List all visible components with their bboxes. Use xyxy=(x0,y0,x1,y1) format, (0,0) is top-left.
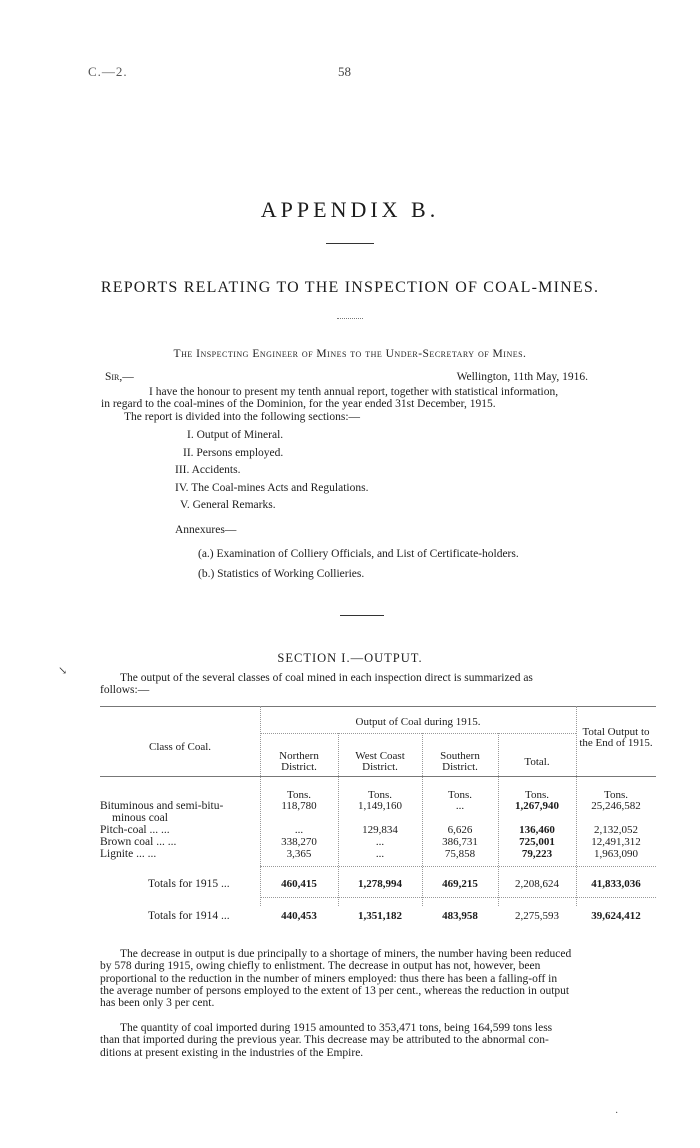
list-item: II. Persons employed. xyxy=(183,446,284,459)
divider-rule xyxy=(326,243,374,244)
import-paragraph xyxy=(100,1022,656,1059)
cell-total: 2,208,624 xyxy=(515,878,559,890)
letter-paragraph-1-line-2: in regard to the coal-mines of the Dominion, for the year ended 31st December, 1915. xyxy=(101,398,496,410)
list-item: (b.) Statistics of Working Collieries. xyxy=(198,568,365,580)
cell-total: 725,001 xyxy=(519,836,555,848)
cell-end-total: 41,833,036 xyxy=(591,878,641,890)
paragraph-line: proportional to the reduction in the number of miners employed: thus there has been a falling-off in xyxy=(100,972,558,985)
margin-mark-icon: ↘ xyxy=(58,665,68,677)
cell-end-total: 1,963,090 xyxy=(594,848,638,860)
row-label: Bituminous and semi-bitu- xyxy=(100,800,224,812)
list-item: IV. The Coal-mines Acts and Regulations. xyxy=(175,481,369,494)
row-label: Lignite ... ... xyxy=(100,848,157,860)
page-number: 58 xyxy=(338,64,351,79)
reports-title: REPORTS RELATING TO THE INSPECTION OF COAL-MINES. xyxy=(100,279,600,296)
letter-paragraph-1-line-1: I have the honour to present my tenth annual report, together with statistical information, xyxy=(149,386,559,398)
cell-northern: 460,415 xyxy=(281,878,317,890)
decrease-paragraph xyxy=(100,948,656,1009)
header-class: Class of Coal. xyxy=(148,741,212,753)
header-end-total: Total Output to the End of 1915. xyxy=(579,726,653,749)
paragraph-line: than that imported during the previous year. This decrease may be attributed to the abnormal con- xyxy=(100,1034,549,1047)
cell-westcoast: ... xyxy=(375,836,385,848)
header-northern: Northern District. xyxy=(279,750,319,773)
divider-rule xyxy=(340,615,384,616)
output-table xyxy=(100,706,656,930)
cell-northern: 440,453 xyxy=(281,910,317,922)
unit-label: Tons. xyxy=(368,789,392,801)
cell-westcoast: ... xyxy=(375,848,385,860)
list-item: V. General Remarks. xyxy=(180,499,276,511)
list-item: (a.) Examination of Colliery Officials, and List of Certificate-holders. xyxy=(198,548,519,560)
cell-southern: 75,858 xyxy=(444,848,476,860)
header-total: Total. xyxy=(524,756,550,768)
unit-label: Tons. xyxy=(604,789,628,801)
cell-total: 79,223 xyxy=(521,848,553,860)
cell-end-total: 25,246,582 xyxy=(591,800,641,812)
unit-label: Tons. xyxy=(287,789,311,801)
cell-northern: 3,365 xyxy=(286,848,312,860)
header-westcoast: West Coast District. xyxy=(355,750,405,773)
letter-heading: The Inspecting Engineer of Mines to the Under-Secretary of Mines. xyxy=(173,348,527,360)
paragraph-line: by 578 during 1915, owing chiefly to enlistment. The decrease in output has not, however, been xyxy=(100,960,541,973)
row-label: Brown coal ... ... xyxy=(100,836,177,848)
cell-southern: 6,626 xyxy=(447,824,473,836)
cell-westcoast: 1,278,994 xyxy=(358,878,402,890)
paragraph-line: The quantity of coal imported during 1915 amounted to 353,471 tons, being 164,599 tons less xyxy=(120,1022,553,1034)
cell-southern: 386,731 xyxy=(442,836,478,848)
cell-total: 2,275,593 xyxy=(515,910,559,922)
annexures-label: Annexures— xyxy=(175,524,237,536)
row-label: Pitch-coal ... ... xyxy=(100,824,170,836)
report-reference: C.—2. xyxy=(88,64,128,79)
cell-southern: 469,215 xyxy=(442,878,478,890)
letter-paragraph-1 xyxy=(101,386,657,410)
cell-end-total: 39,624,412 xyxy=(591,910,641,922)
cell-westcoast: 129,834 xyxy=(362,824,398,836)
divider-dots xyxy=(337,318,363,319)
cell-total: 136,460 xyxy=(519,824,555,836)
header-southern: Southern District. xyxy=(440,750,480,773)
totals-label: Totals for 1914 ... xyxy=(148,910,230,922)
section-list xyxy=(175,427,368,515)
cell-southern: 483,958 xyxy=(442,910,478,922)
cell-westcoast: 1,149,160 xyxy=(358,800,402,812)
row-label-continued: minous coal xyxy=(112,812,168,824)
cell-end-total: 12,491,312 xyxy=(591,836,641,848)
paragraph-line: ditions at present existing in the industries of the Empire. xyxy=(100,1046,364,1059)
list-item: III. Accidents. xyxy=(175,464,241,476)
salutation: Sir,— xyxy=(105,371,134,383)
cell-northern: 338,270 xyxy=(281,836,317,848)
section-title: SECTION I.—OUTPUT. xyxy=(277,651,423,665)
cell-northern: ... xyxy=(294,824,304,836)
output-intro-line-1: The output of the several classes of coal mined in each inspection direct is summarized as xyxy=(120,672,533,684)
unit-label: Tons. xyxy=(525,789,549,801)
appendix-title: APPENDIX B. xyxy=(260,197,440,222)
cell-total: 1,267,940 xyxy=(515,800,559,812)
paragraph-line: has been only 3 per cent. xyxy=(100,997,215,1010)
cell-westcoast: 1,351,182 xyxy=(358,910,402,922)
footer-mark: · xyxy=(615,1108,619,1119)
output-intro xyxy=(100,672,656,696)
paragraph-line: The decrease in output is due principally to a shortage of miners, the number having been reduced xyxy=(120,948,572,960)
paragraph-line: the average number of persons employed to the extent of 13 per cent., whereas the reduction in output xyxy=(100,984,570,997)
cell-end-total: 2,132,052 xyxy=(594,824,638,836)
header-group: Output of Coal during 1915. xyxy=(355,716,481,728)
cell-northern: 118,780 xyxy=(281,800,317,812)
unit-label: Tons. xyxy=(448,789,472,801)
letter-date: Wellington, 11th May, 1916. xyxy=(456,371,588,383)
output-intro-line-2: follows:— xyxy=(100,684,150,696)
list-item: I. Output of Mineral. xyxy=(187,429,284,441)
annexures-list xyxy=(198,544,519,584)
letter-paragraph-2: The report is divided into the following sections:— xyxy=(124,411,361,423)
totals-label: Totals for 1915 ... xyxy=(148,878,230,890)
cell-southern: ... xyxy=(455,800,465,812)
